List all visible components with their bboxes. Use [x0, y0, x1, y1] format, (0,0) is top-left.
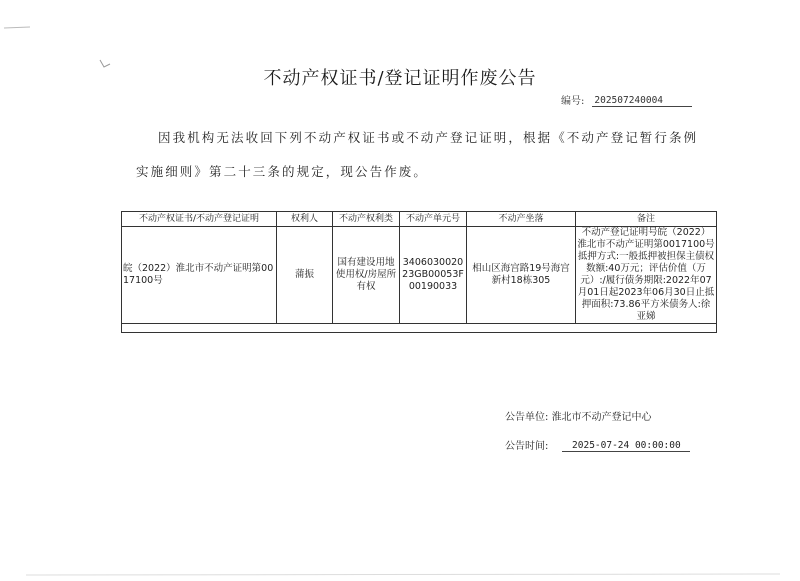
header-right-holder: 权利人: [277, 212, 333, 227]
time-label: 公告时间:: [505, 441, 549, 452]
empty-cell: [122, 324, 717, 333]
header-location: 不动产坐落: [467, 212, 576, 227]
cell-unit-number: 340603002023GB00053F00190033: [400, 227, 467, 324]
footer-unit: [505, 408, 652, 423]
cell-right-type: 国有建设用地使用权/房屋所有权: [333, 227, 400, 324]
table-row: [122, 227, 717, 324]
table-empty-row: [122, 324, 717, 333]
notice-table: [121, 211, 717, 333]
unit-value: 淮北市不动产登记中心: [551, 412, 652, 423]
number-label: 编号:: [561, 96, 585, 107]
page-title: 不动产权证书/登记证明作废公告: [263, 68, 537, 89]
table-header-row: [122, 212, 717, 227]
document-number: [561, 92, 692, 107]
cell-certificate: 皖（2022）淮北市不动产证明第0017100号: [122, 227, 277, 324]
unit-label: 公告单位:: [505, 412, 549, 423]
header-remarks: 备注: [576, 212, 717, 227]
cell-remarks: 不动产登记证明号皖（2022）淮北市不动产证明第0017100号抵押方式:一般抵押被担保主债权数额:40万元；评估价值（万元）:/履行债务期限:2022年07月01日起2023年06月30日止抵押面积:73.86平方米债务人:徐亚娣: [577, 227, 715, 322]
notice-paragraph-line-2: 实施细则》第二十三条的规定，现公告作废。: [136, 164, 429, 179]
number-value: 202507240004: [592, 95, 692, 107]
header-right-type: 不动产权利类: [333, 212, 400, 227]
header-unit-number: 不动产单元号: [400, 212, 467, 227]
time-value: 2025-07-24 00:00:00: [562, 440, 690, 452]
cell-location: 相山区海宫路19号海宫新村18栋305: [467, 227, 576, 324]
notice-paragraph-line-1: 因我机构无法收回下列不动产权证书或不动产登记证明，根据《不动产登记暂行条例: [158, 130, 699, 145]
header-certificate: 不动产权证书/不动产登记证明: [122, 212, 277, 227]
cell-right-holder: 蒲振: [277, 227, 333, 324]
footer-time: [505, 437, 690, 452]
